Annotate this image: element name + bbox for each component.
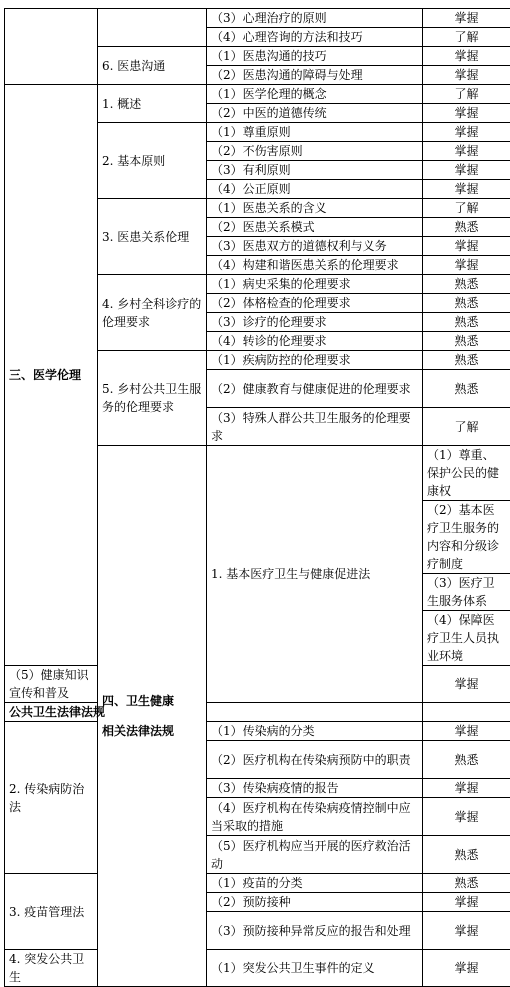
requirement-level: 熟悉 xyxy=(423,874,510,893)
requirement-level: 掌握 xyxy=(423,893,510,912)
knowledge-point: （1）疾病防控的伦理要求 xyxy=(207,351,423,370)
requirement-level: 掌握 xyxy=(423,722,510,741)
requirement-level: 熟悉 xyxy=(423,741,510,779)
table-row xyxy=(5,722,510,741)
topic-rural-general-practice-ethics: 4. 乡村全科诊疗的伦理要求 xyxy=(98,275,207,351)
unit-health-law-line1: 四、卫生健康 xyxy=(102,686,202,716)
requirement-level: 熟悉 xyxy=(423,294,510,313)
requirement-level: 了解 xyxy=(423,408,510,446)
topic-basic-health-promotion-law: 1. 基本医疗卫生与健康促进法 xyxy=(207,446,423,703)
requirement-level: 熟悉 xyxy=(423,275,510,294)
requirement-level: 熟悉 xyxy=(423,836,510,874)
knowledge-point: （4）保障医疗卫生人员执业环境 xyxy=(423,611,510,666)
knowledge-point: （2）医患沟通的障碍与处理 xyxy=(207,66,423,85)
knowledge-point: （1）医学伦理的概念 xyxy=(207,85,423,104)
knowledge-point: （1）传染病的分类 xyxy=(207,722,423,741)
requirement-level: 掌握 xyxy=(423,142,510,161)
requirement-level: 熟悉 xyxy=(423,351,510,370)
knowledge-point: （4）心理咨询的方法和技巧 xyxy=(207,28,423,47)
requirement-level: 掌握 xyxy=(423,256,510,275)
topic-rural-public-health-ethics: 5. 乡村公共卫生服务的伦理要求 xyxy=(98,351,207,446)
requirement-level: 掌握 xyxy=(423,9,510,28)
section-subheading: 公共卫生法律法规 xyxy=(5,703,423,722)
requirement-level: 熟悉 xyxy=(423,218,510,237)
table-row xyxy=(5,9,510,28)
topic-doctor-patient-communication: 6. 医患沟通 xyxy=(98,47,207,85)
requirement-level: 熟悉 xyxy=(423,332,510,351)
knowledge-point: （3）预防接种异常反应的报告和处理 xyxy=(207,912,423,950)
table-row xyxy=(5,703,510,722)
table-row xyxy=(5,85,510,104)
requirement-level: 了解 xyxy=(423,199,510,218)
syllabus-table xyxy=(4,8,510,987)
requirement-level: 掌握 xyxy=(423,798,510,836)
topic-public-health-emergency: 4. 突发公共卫生 xyxy=(5,950,98,987)
table-row xyxy=(5,950,510,987)
requirement-level: 了解 xyxy=(423,28,510,47)
unit-medical-ethics: 三、医学伦理 xyxy=(5,85,98,666)
topic-vaccine-law: 3. 疫苗管理法 xyxy=(5,874,98,950)
knowledge-point: （2）体格检查的伦理要求 xyxy=(207,294,423,313)
knowledge-point: （4）转诊的伦理要求 xyxy=(207,332,423,351)
knowledge-point: （4）公正原则 xyxy=(207,180,423,199)
knowledge-point: （2）健康教育与健康促进的伦理要求 xyxy=(207,370,423,408)
knowledge-point: （5）健康知识宣传和普及 xyxy=(5,666,98,703)
requirement-level: 掌握 xyxy=(423,123,510,142)
requirement-level: 掌握 xyxy=(423,104,510,123)
knowledge-point: （1）尊重、保护公民的健康权 xyxy=(423,446,510,501)
knowledge-point: （3）医患双方的道德权利与义务 xyxy=(207,237,423,256)
knowledge-point: （1）医患关系的含义 xyxy=(207,199,423,218)
requirement-level: 掌握 xyxy=(423,161,510,180)
knowledge-point: （2）中医的道德传统 xyxy=(207,104,423,123)
requirement-level: 掌握 xyxy=(423,47,510,66)
requirement-level: 了解 xyxy=(423,85,510,104)
requirement-level: 熟悉 xyxy=(423,313,510,332)
knowledge-point: （2）预防接种 xyxy=(207,893,423,912)
requirement-level: 掌握 xyxy=(423,180,510,199)
topic-doctor-patient-relation-ethics: 3. 医患关系伦理 xyxy=(98,199,207,275)
topic-cell-continued xyxy=(98,9,207,47)
knowledge-point: （1）疫苗的分类 xyxy=(207,874,423,893)
requirement-level: 掌握 xyxy=(423,779,510,798)
knowledge-point: （3）有利原则 xyxy=(207,161,423,180)
requirement-level: 掌握 xyxy=(423,666,510,703)
knowledge-point: （4）构建和谐医患关系的伦理要求 xyxy=(207,256,423,275)
unit-cell-continued xyxy=(5,9,98,85)
knowledge-point: （1）突发公共卫生事件的定义 xyxy=(207,950,423,987)
knowledge-point: （3）特殊人群公共卫生服务的伦理要求 xyxy=(207,408,423,446)
requirement-level: 掌握 xyxy=(423,912,510,950)
requirement-level: 掌握 xyxy=(423,950,510,987)
knowledge-point: （1）医患沟通的技巧 xyxy=(207,47,423,66)
requirement-level: 掌握 xyxy=(423,237,510,256)
knowledge-point: （3）诊疗的伦理要求 xyxy=(207,313,423,332)
knowledge-point: （4）医疗机构在传染病疫情控制中应当采取的措施 xyxy=(207,798,423,836)
knowledge-point: （2）医患关系模式 xyxy=(207,218,423,237)
table-row xyxy=(5,874,510,893)
knowledge-point: （3）医疗卫生服务体系 xyxy=(423,574,510,611)
knowledge-point: （1）尊重原则 xyxy=(207,123,423,142)
knowledge-point: （1）病史采集的伦理要求 xyxy=(207,275,423,294)
knowledge-point: （3）心理治疗的原则 xyxy=(207,9,423,28)
requirement-level: 熟悉 xyxy=(423,370,510,408)
topic-infectious-disease-law: 2. 传染病防治法 xyxy=(5,722,98,874)
knowledge-point: （3）传染病疫情的报告 xyxy=(207,779,423,798)
knowledge-point: （5）医疗机构应当开展的医疗救治活动 xyxy=(207,836,423,874)
knowledge-point: （2）基本医疗卫生服务的内容和分级诊疗制度 xyxy=(423,501,510,574)
topic-overview: 1. 概述 xyxy=(98,85,207,123)
unit-health-law-line2: 相关法律法规 xyxy=(102,716,202,746)
knowledge-point: （2）医疗机构在传染病预防中的职责 xyxy=(207,741,423,779)
topic-basic-principles: 2. 基本原则 xyxy=(98,123,207,199)
knowledge-point: （2）不伤害原则 xyxy=(207,142,423,161)
requirement-level: 掌握 xyxy=(423,66,510,85)
